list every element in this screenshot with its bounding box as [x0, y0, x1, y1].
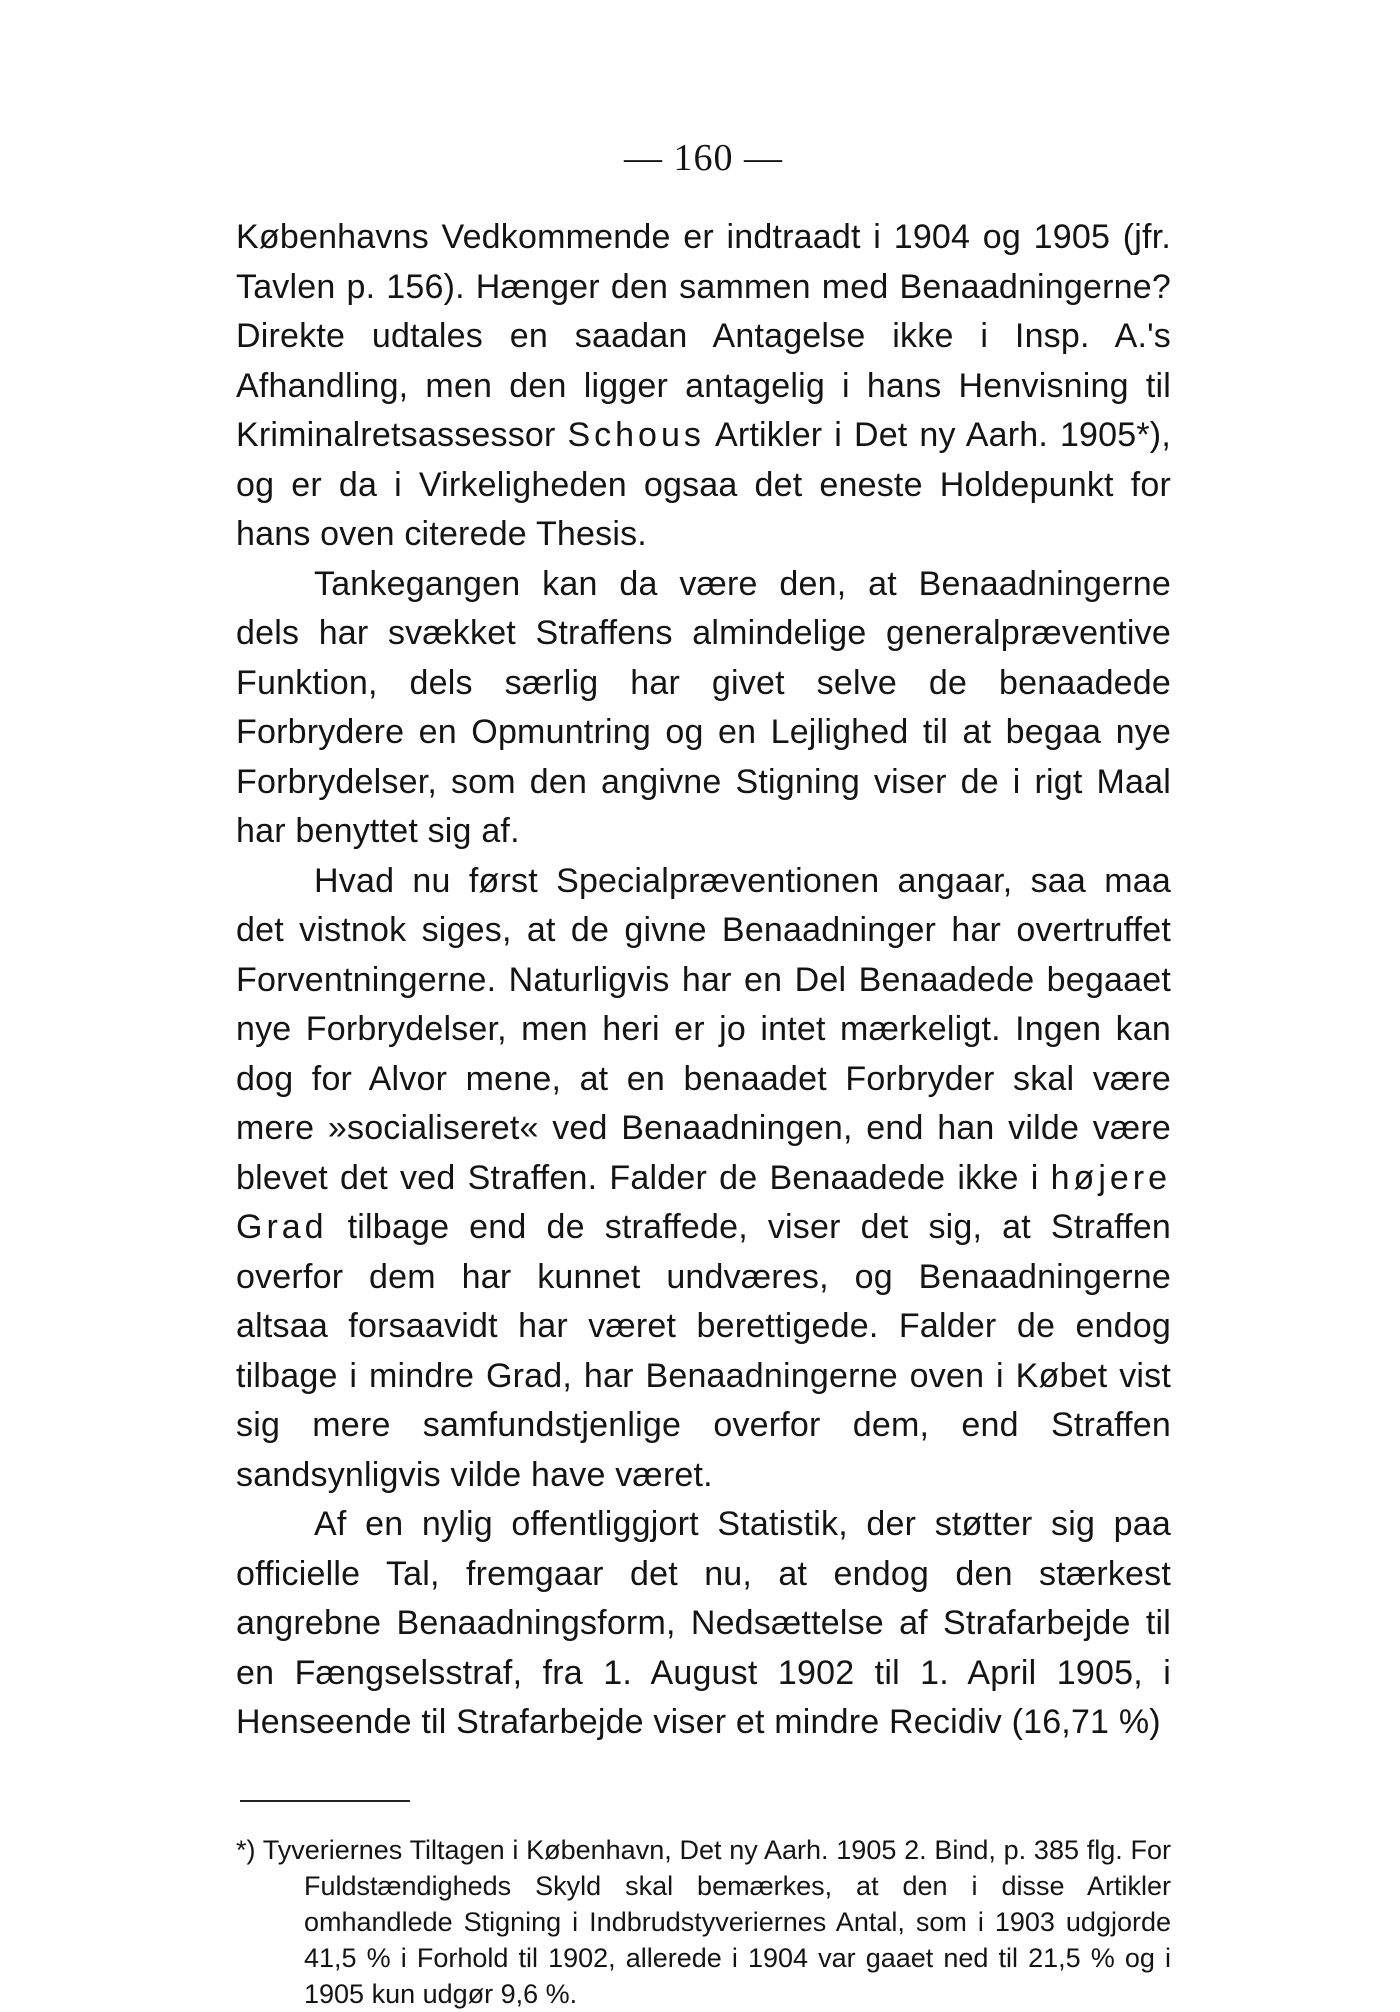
paragraph-1-text: Københavns Vedkommende er indtraadt i 1904 og 1905 (jfr. Tavlen p. 156). Hænger den sammen med Benaadningerne? Direkte udtales en saadan Antagelse ikke i Insp. A.'s Afhandling, men den ligger antagelig i hans Henvisning til Kriminalretsassessor [236, 218, 1171, 454]
page-number: — 160 — [624, 137, 783, 179]
paragraph-1-rest: Artikler i Det ny Aarh. 1905*), og er da i Virkeligheden ogsaa det eneste Holdepunkt for hans oven citerede Thesis. [236, 416, 1171, 553]
emphasis-hojere-grad: højere Grad [236, 1158, 1172, 1246]
body-text [236, 213, 1171, 1748]
paragraph-4: Af en nylig offentliggjort Statistik, der støtter sig paa officielle Tal, fremgaar det nu, at endog den stærkest angrebne Benaadningsform, Nedsættelse af Strafarbejde til en Fængselsstraf, fra 1. August 1902 til 1. April 1905, i Henseende til Strafarbejde viser et mindre Recidiv (16,71 %) [236, 1505, 1171, 1741]
paragraph-3-start: Hvad nu først Specialpræventionen angaar, saa maa det vistnok siges, at de givne Benaadninger har overtruffet Forventningerne. Naturligvis har en Del Benaadede begaaet nye Forbrydelser, men heri er jo intet mærkeligt. Ingen kan dog for Alvor mene, at en benaadet Forbryder skal være mere »socialiseret« ved Benaadningen, end han vilde være blevet det ved Straffen. Falder de Benaadede ikke i [236, 861, 1171, 1197]
footnotes [236, 1832, 1171, 2012]
book-page [236, 0, 1172, 2009]
paragraph-3 [236, 857, 1171, 1501]
author-name-schous: Schous [567, 416, 705, 454]
footnote-1: *) Tyveriernes Tiltagen i København, Det ny Aarh. 1905 2. Bind, p. 385 flg. For Fuldstændigheds Skyld skal bemærkes, at den i disse Artikler omhandlede Stigning i Indbrudstyveriernes Antal, som i 1903 udgjorde 41,5 % i Forhold til 1902, allerede i 1904 var gaaet ned til 21,5 % og i 1905 kun udgør 9,6 %. [236, 1835, 1171, 2009]
paragraph-3-end: tilbage end de straffede, viser det sig, at Straffen overfor dem har kunnet undværes, og Benaadningerne altsaa forsaavidt har været berettigede. Falder de endog tilbage i mindre Grad, har Benaadningerne oven i Købet vist sig mere samfundstjenlige overfor dem, end Straffen sandsynligvis vilde have været. [236, 1208, 1171, 1494]
footnote-divider [240, 1800, 410, 1802]
paragraph-1 [236, 213, 1171, 560]
paragraph-2: Tankegangen kan da være den, at Benaadningerne dels har svækket Straffens almindelige generalpræventive Funktion, dels særlig har givet selve de benaadede Forbrydere en Opmuntring og en Lejlighed til at begaa nye Forbrydelser, som den angivne Stigning viser de i rigt Maal har benyttet sig af. [236, 564, 1171, 850]
